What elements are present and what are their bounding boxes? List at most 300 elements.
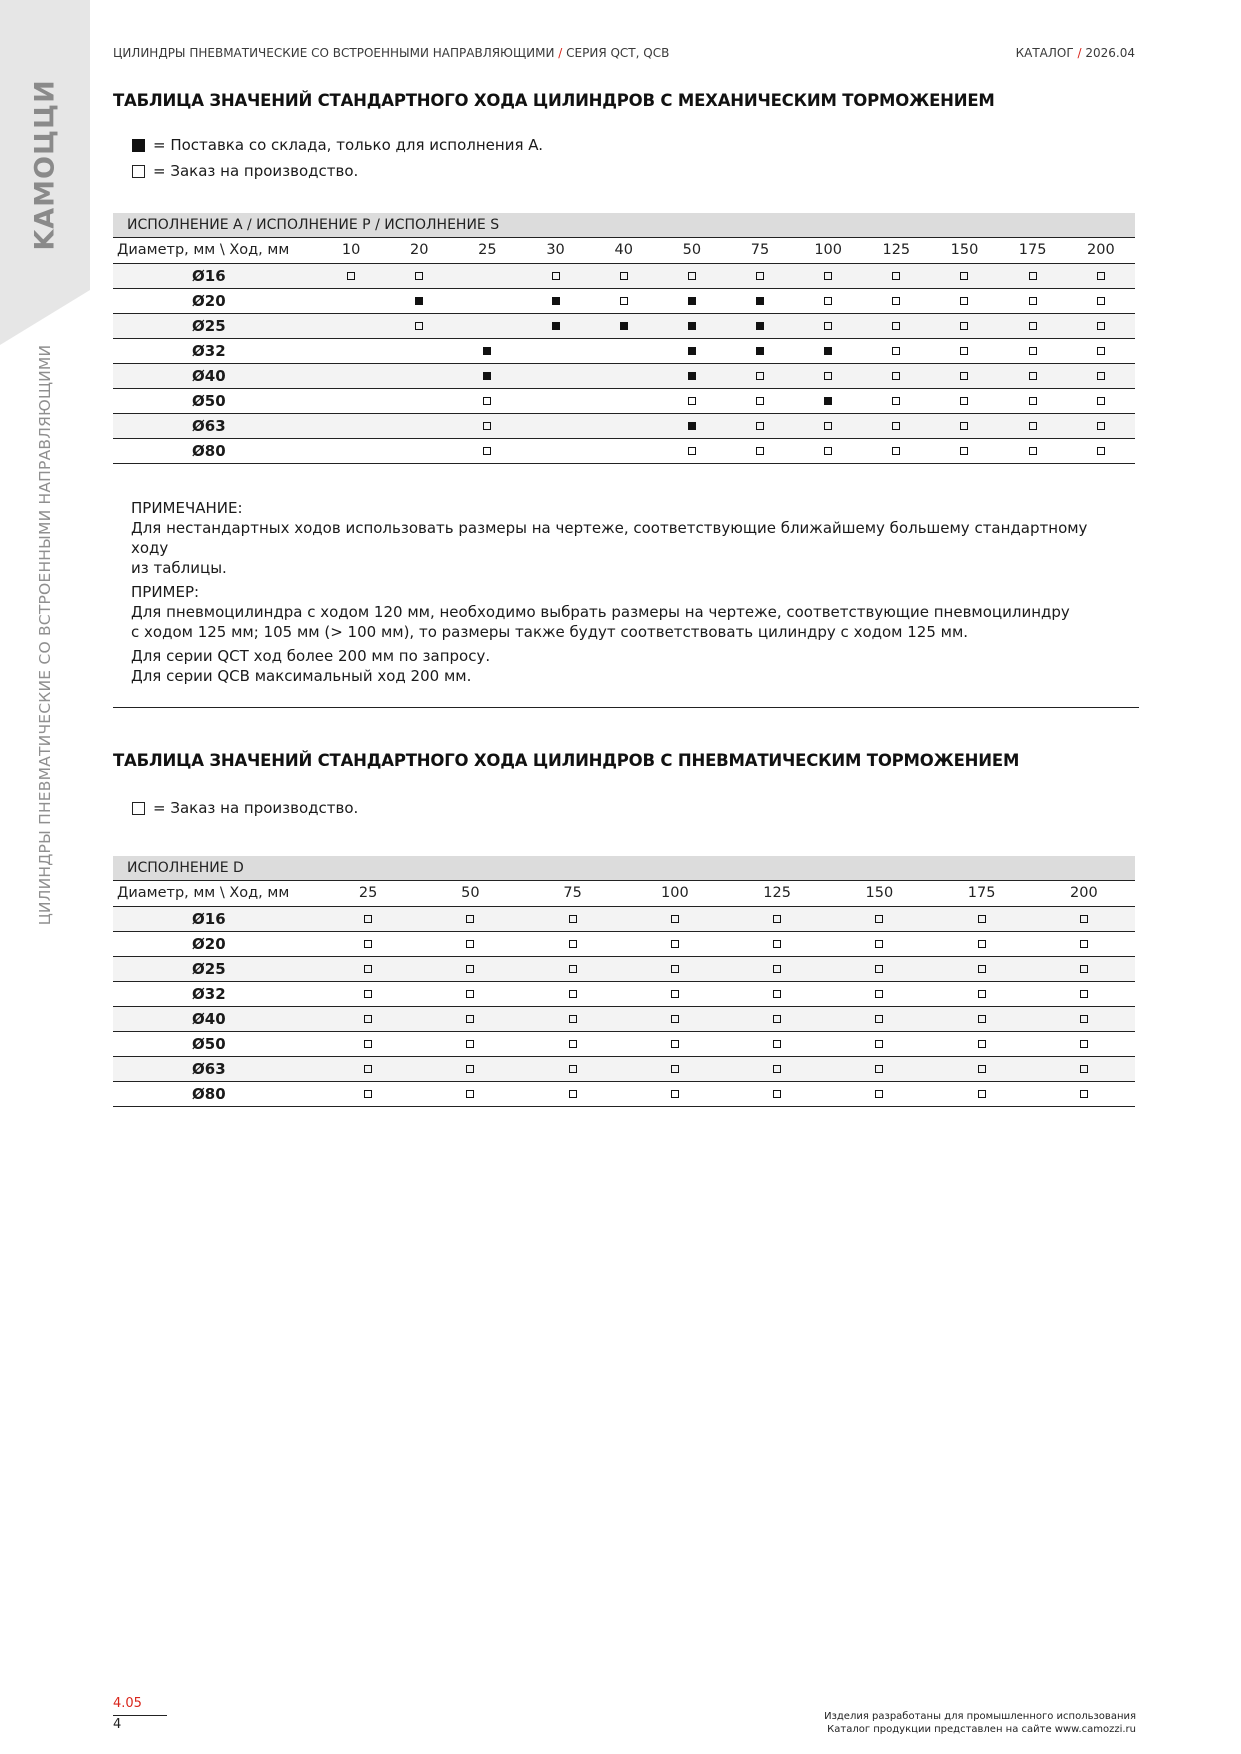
empty-square-icon — [569, 1065, 577, 1073]
stroke-cell — [590, 388, 658, 413]
stroke-grid-pneumatic — [113, 881, 1135, 1107]
empty-square-icon — [415, 272, 423, 280]
column-header-stroke: 175 — [999, 238, 1067, 263]
stroke-cell — [385, 363, 453, 388]
stroke-cell — [521, 288, 589, 313]
stroke-cell — [794, 313, 862, 338]
empty-square-icon — [756, 447, 764, 455]
stroke-cell — [419, 1056, 521, 1081]
stroke-cell — [453, 313, 521, 338]
empty-square-icon — [875, 1015, 883, 1023]
empty-square-icon — [569, 1090, 577, 1098]
column-header-stroke: 125 — [726, 881, 828, 906]
filled-square-icon — [756, 347, 764, 355]
note-text-cont: из таблицы. — [131, 559, 227, 577]
empty-square-icon — [132, 802, 145, 815]
stroke-cell — [419, 906, 521, 931]
stroke-cell — [828, 1056, 930, 1081]
stroke-cell — [1033, 981, 1135, 1006]
filled-square-icon — [688, 422, 696, 430]
qcb-note: Для серии QCB максимальный ход 200 мм. — [131, 667, 472, 685]
stroke-cell — [931, 931, 1033, 956]
empty-square-icon — [824, 372, 832, 380]
stroke-cell — [590, 263, 658, 288]
empty-square-icon — [978, 1015, 986, 1023]
stroke-cell — [658, 363, 726, 388]
empty-square-icon — [671, 1065, 679, 1073]
empty-square-icon — [483, 397, 491, 405]
empty-square-icon — [483, 447, 491, 455]
stroke-cell — [1067, 413, 1135, 438]
page-code-underline — [113, 1715, 167, 1716]
empty-square-icon — [1097, 297, 1105, 305]
empty-square-icon — [1097, 272, 1105, 280]
empty-square-icon — [347, 272, 355, 280]
stroke-cell — [726, 363, 794, 388]
empty-square-icon — [466, 915, 474, 923]
stroke-cell — [522, 956, 624, 981]
stroke-cell — [624, 1031, 726, 1056]
filled-square-icon — [756, 297, 764, 305]
stroke-cell — [453, 388, 521, 413]
empty-square-icon — [756, 422, 764, 430]
table-head-version-d: ИСПОЛНЕНИЕ D — [113, 856, 1135, 881]
column-header-diameter-stroke: Диаметр, мм \ Ход, мм — [113, 238, 317, 263]
table-row — [113, 288, 1135, 313]
filled-square-icon — [688, 347, 696, 355]
stroke-cell — [522, 1081, 624, 1106]
stroke-cell — [521, 438, 589, 463]
diameter-cell: Ø32 — [113, 981, 317, 1006]
stroke-cell — [999, 363, 1067, 388]
stroke-cell — [999, 338, 1067, 363]
stroke-cell — [726, 981, 828, 1006]
empty-square-icon — [569, 940, 577, 948]
stroke-cell — [590, 413, 658, 438]
empty-square-icon — [773, 1015, 781, 1023]
legend-stock: = Поставка со склада, только для исполнения A. — [132, 136, 543, 154]
stroke-cell — [1067, 363, 1135, 388]
stroke-cell — [828, 906, 930, 931]
table-head-versions: ИСПОЛНЕНИЕ A / ИСПОЛНЕНИЕ P / ИСПОЛНЕНИЕ S — [113, 213, 1135, 238]
diameter-cell: Ø40 — [113, 1006, 317, 1031]
empty-square-icon — [688, 397, 696, 405]
column-header-stroke: 200 — [1067, 238, 1135, 263]
filled-square-icon — [483, 347, 491, 355]
stroke-cell — [385, 313, 453, 338]
empty-square-icon — [773, 1090, 781, 1098]
table-row — [113, 263, 1135, 288]
stroke-cell — [453, 263, 521, 288]
empty-square-icon — [466, 1090, 474, 1098]
section-title-mechanical: ТАБЛИЦА ЗНАЧЕНИЙ СТАНДАРТНОГО ХОДА ЦИЛИНДРОВ С МЕХАНИЧЕСКИМ ТОРМОЖЕНИЕМ — [113, 91, 995, 110]
empty-square-icon — [671, 965, 679, 973]
empty-square-icon — [466, 990, 474, 998]
stroke-cell — [862, 413, 930, 438]
diameter-cell: Ø16 — [113, 906, 317, 931]
stroke-cell — [590, 363, 658, 388]
stroke-cell — [726, 1006, 828, 1031]
empty-square-icon — [1097, 397, 1105, 405]
stroke-cell — [658, 338, 726, 363]
filled-square-icon — [552, 297, 560, 305]
stroke-cell — [624, 1006, 726, 1031]
table-row — [113, 438, 1135, 463]
empty-square-icon — [569, 965, 577, 973]
table-row — [113, 956, 1135, 981]
filled-square-icon — [688, 322, 696, 330]
empty-square-icon — [773, 915, 781, 923]
empty-square-icon — [892, 397, 900, 405]
stroke-cell — [862, 313, 930, 338]
empty-square-icon — [875, 965, 883, 973]
empty-square-icon — [960, 422, 968, 430]
column-header-diameter-stroke: Диаметр, мм \ Ход, мм — [113, 881, 317, 906]
column-header-stroke: 50 — [658, 238, 726, 263]
table-header-row — [113, 238, 1135, 263]
filled-square-icon — [552, 322, 560, 330]
empty-square-icon — [1080, 965, 1088, 973]
empty-square-icon — [671, 1040, 679, 1048]
empty-square-icon — [892, 422, 900, 430]
empty-square-icon — [892, 297, 900, 305]
empty-square-icon — [1080, 940, 1088, 948]
diameter-cell: Ø25 — [113, 956, 317, 981]
stroke-cell — [453, 363, 521, 388]
stroke-cell — [624, 981, 726, 1006]
stroke-cell — [726, 388, 794, 413]
stroke-cell — [862, 338, 930, 363]
stroke-cell — [521, 338, 589, 363]
empty-square-icon — [892, 272, 900, 280]
stroke-cell — [385, 288, 453, 313]
empty-square-icon — [1080, 1040, 1088, 1048]
stroke-cell — [522, 931, 624, 956]
stroke-cell — [726, 1081, 828, 1106]
stroke-grid-mechanical — [113, 238, 1135, 464]
page-number: 4 — [113, 1717, 122, 1732]
stroke-cell — [453, 288, 521, 313]
empty-square-icon — [1097, 447, 1105, 455]
stroke-cell — [317, 363, 385, 388]
empty-square-icon — [1080, 1065, 1088, 1073]
stroke-cell — [726, 263, 794, 288]
empty-square-icon — [892, 447, 900, 455]
stroke-cell — [1033, 1006, 1135, 1031]
stroke-cell — [419, 1031, 521, 1056]
stroke-cell — [385, 438, 453, 463]
stroke-cell — [385, 388, 453, 413]
stroke-cell — [999, 263, 1067, 288]
stroke-cell — [317, 1056, 419, 1081]
empty-square-icon — [688, 272, 696, 280]
stroke-cell — [522, 1056, 624, 1081]
empty-square-icon — [1097, 322, 1105, 330]
diameter-cell: Ø50 — [113, 388, 317, 413]
stroke-cell — [522, 1031, 624, 1056]
stroke-table-mechanical — [113, 213, 1135, 464]
empty-square-icon — [466, 1065, 474, 1073]
stroke-cell — [999, 288, 1067, 313]
empty-square-icon — [892, 372, 900, 380]
diameter-cell: Ø25 — [113, 313, 317, 338]
stroke-cell — [317, 263, 385, 288]
empty-square-icon — [569, 1015, 577, 1023]
empty-square-icon — [364, 915, 372, 923]
empty-square-icon — [671, 1090, 679, 1098]
stroke-cell — [658, 413, 726, 438]
section-divider — [113, 707, 1139, 708]
stroke-cell — [658, 438, 726, 463]
empty-square-icon — [364, 1065, 372, 1073]
legend-order-2: = Заказ на производство. — [132, 799, 358, 817]
filled-square-icon — [688, 372, 696, 380]
column-header-stroke: 100 — [794, 238, 862, 263]
stroke-cell — [317, 288, 385, 313]
empty-square-icon — [364, 940, 372, 948]
stroke-cell — [521, 388, 589, 413]
stroke-cell — [419, 956, 521, 981]
empty-square-icon — [620, 272, 628, 280]
empty-square-icon — [569, 915, 577, 923]
column-header-stroke: 20 — [385, 238, 453, 263]
empty-square-icon — [824, 297, 832, 305]
stroke-cell — [862, 388, 930, 413]
column-header-stroke: 75 — [726, 238, 794, 263]
stroke-cell — [794, 338, 862, 363]
diameter-cell: Ø20 — [113, 288, 317, 313]
empty-square-icon — [1080, 915, 1088, 923]
filled-square-icon — [824, 397, 832, 405]
empty-square-icon — [875, 1065, 883, 1073]
stroke-cell — [317, 956, 419, 981]
example-text-cont: с ходом 125 мм; 105 мм (> 100 мм), то размеры также будут соответствовать цилиндру с ходом 125 мм. — [131, 623, 969, 641]
table-row — [113, 1056, 1135, 1081]
empty-square-icon — [415, 322, 423, 330]
stroke-cell — [317, 981, 419, 1006]
filled-square-icon — [415, 297, 423, 305]
filled-square-icon — [756, 322, 764, 330]
empty-square-icon — [552, 272, 560, 280]
stroke-cell — [726, 956, 828, 981]
column-header-stroke: 200 — [1033, 881, 1135, 906]
empty-square-icon — [875, 990, 883, 998]
empty-square-icon — [1029, 322, 1037, 330]
header-catalog-section: ЦИЛИНДРЫ ПНЕВМАТИЧЕСКИЕ СО ВСТРОЕННЫМИ НАПРАВЛЯЮЩИМИ / СЕРИЯ QCT, QCB — [113, 46, 670, 60]
stroke-table-pneumatic — [113, 856, 1135, 1107]
note-label: ПРИМЕЧАНИЕ: — [131, 499, 243, 517]
empty-square-icon — [671, 940, 679, 948]
side-vertical-title: ЦИЛИНДРЫ ПНЕВМАТИЧЕСКИЕ СО ВСТРОЕННЫМИ НАПРАВЛЯЮЩИМИ — [36, 344, 54, 926]
empty-square-icon — [824, 422, 832, 430]
stroke-cell — [931, 981, 1033, 1006]
table-row — [113, 906, 1135, 931]
stroke-cell — [658, 288, 726, 313]
empty-square-icon — [1097, 372, 1105, 380]
empty-square-icon — [364, 990, 372, 998]
stroke-cell — [726, 931, 828, 956]
empty-square-icon — [875, 1040, 883, 1048]
empty-square-icon — [688, 447, 696, 455]
column-header-stroke: 175 — [931, 881, 1033, 906]
empty-square-icon — [466, 1015, 474, 1023]
stroke-cell — [658, 263, 726, 288]
stroke-cell — [828, 1031, 930, 1056]
stroke-cell — [794, 388, 862, 413]
stroke-cell — [999, 438, 1067, 463]
stroke-cell — [1067, 263, 1135, 288]
empty-square-icon — [978, 940, 986, 948]
stroke-cell — [419, 931, 521, 956]
stroke-cell — [521, 263, 589, 288]
empty-square-icon — [364, 965, 372, 973]
stroke-cell — [1067, 313, 1135, 338]
empty-square-icon — [1080, 1015, 1088, 1023]
example-label: ПРИМЕР: — [131, 583, 200, 601]
stroke-cell — [1033, 1081, 1135, 1106]
empty-square-icon — [892, 347, 900, 355]
stroke-cell — [624, 906, 726, 931]
stroke-cell — [1033, 931, 1135, 956]
qct-note: Для серии QCT ход более 200 мм по запросу. — [131, 647, 491, 665]
stroke-cell — [453, 438, 521, 463]
stroke-cell — [419, 981, 521, 1006]
stroke-cell — [828, 1006, 930, 1031]
empty-square-icon — [1097, 422, 1105, 430]
brand-logo — [20, 55, 70, 275]
stroke-cell — [930, 413, 998, 438]
table-row — [113, 338, 1135, 363]
diameter-cell: Ø40 — [113, 363, 317, 388]
empty-square-icon — [1080, 1090, 1088, 1098]
table-row — [113, 413, 1135, 438]
stroke-cell — [1067, 388, 1135, 413]
empty-square-icon — [960, 397, 968, 405]
stroke-cell — [453, 338, 521, 363]
empty-square-icon — [875, 940, 883, 948]
empty-square-icon — [773, 940, 781, 948]
diameter-cell: Ø50 — [113, 1031, 317, 1056]
stroke-cell — [862, 438, 930, 463]
empty-square-icon — [960, 322, 968, 330]
example-text: Для пневмоцилиндра с ходом 120 мм, необходимо выбрать размеры на чертеже, соответствующие пневмоцилиндру — [131, 603, 1070, 621]
notes-block — [131, 498, 1091, 690]
table-header-row — [113, 881, 1135, 906]
empty-square-icon — [1029, 447, 1037, 455]
empty-square-icon — [756, 397, 764, 405]
empty-square-icon — [1080, 990, 1088, 998]
empty-square-icon — [671, 990, 679, 998]
empty-square-icon — [978, 990, 986, 998]
stroke-cell — [999, 313, 1067, 338]
empty-square-icon — [1029, 422, 1037, 430]
stroke-cell — [385, 338, 453, 363]
column-header-stroke: 50 — [419, 881, 521, 906]
stroke-cell — [931, 1006, 1033, 1031]
note-text: Для нестандартных ходов использовать размеры на чертеже, соответствующие ближайшему большему стандартному ходу — [131, 519, 1088, 557]
stroke-cell — [1033, 906, 1135, 931]
stroke-cell — [1033, 956, 1135, 981]
table-row — [113, 1006, 1135, 1031]
diameter-cell: Ø63 — [113, 413, 317, 438]
stroke-cell — [794, 438, 862, 463]
stroke-cell — [317, 338, 385, 363]
stroke-cell — [1033, 1056, 1135, 1081]
stroke-cell — [794, 413, 862, 438]
empty-square-icon — [483, 422, 491, 430]
column-header-stroke: 25 — [453, 238, 521, 263]
empty-square-icon — [1029, 372, 1037, 380]
stroke-cell — [1067, 338, 1135, 363]
empty-square-icon — [892, 322, 900, 330]
stroke-cell — [521, 313, 589, 338]
empty-square-icon — [773, 1065, 781, 1073]
empty-square-icon — [756, 372, 764, 380]
empty-square-icon — [466, 1040, 474, 1048]
stroke-cell — [521, 363, 589, 388]
table-row — [113, 1081, 1135, 1106]
footer-disclaimer: Изделия разработаны для промышленного использования Каталог продукции представлен на сайте www.camozzi.ru — [824, 1711, 1136, 1735]
empty-square-icon — [773, 990, 781, 998]
table-row — [113, 931, 1135, 956]
stroke-cell — [828, 1081, 930, 1106]
stroke-cell — [726, 313, 794, 338]
stroke-cell — [930, 313, 998, 338]
empty-square-icon — [960, 297, 968, 305]
empty-square-icon — [824, 447, 832, 455]
stroke-cell — [522, 906, 624, 931]
empty-square-icon — [875, 1090, 883, 1098]
stroke-cell — [317, 313, 385, 338]
stroke-cell — [317, 388, 385, 413]
diameter-cell: Ø80 — [113, 438, 317, 463]
empty-square-icon — [671, 1015, 679, 1023]
empty-square-icon — [132, 165, 145, 178]
stroke-cell — [931, 1081, 1033, 1106]
stroke-cell — [794, 363, 862, 388]
stroke-cell — [317, 906, 419, 931]
diameter-cell: Ø32 — [113, 338, 317, 363]
table-row — [113, 388, 1135, 413]
empty-square-icon — [1029, 272, 1037, 280]
stroke-cell — [930, 338, 998, 363]
stroke-cell — [930, 363, 998, 388]
empty-square-icon — [960, 372, 968, 380]
column-header-stroke: 75 — [522, 881, 624, 906]
stroke-cell — [590, 338, 658, 363]
empty-square-icon — [960, 347, 968, 355]
stroke-cell — [828, 956, 930, 981]
table-row — [113, 363, 1135, 388]
stroke-cell — [726, 413, 794, 438]
stroke-cell — [726, 338, 794, 363]
empty-square-icon — [1029, 297, 1037, 305]
stroke-cell — [1067, 438, 1135, 463]
stroke-cell — [317, 931, 419, 956]
empty-square-icon — [978, 915, 986, 923]
stroke-cell — [419, 1006, 521, 1031]
section-title-pneumatic: ТАБЛИЦА ЗНАЧЕНИЙ СТАНДАРТНОГО ХОДА ЦИЛИНДРОВ С ПНЕВМАТИЧЕСКИМ ТОРМОЖЕНИЕМ — [113, 751, 1020, 770]
table-row — [113, 981, 1135, 1006]
table-row — [113, 1031, 1135, 1056]
stroke-cell — [522, 981, 624, 1006]
diameter-cell: Ø16 — [113, 263, 317, 288]
stroke-cell — [726, 906, 828, 931]
stroke-cell — [999, 413, 1067, 438]
column-header-stroke: 125 — [862, 238, 930, 263]
stroke-cell — [726, 1056, 828, 1081]
empty-square-icon — [978, 1065, 986, 1073]
